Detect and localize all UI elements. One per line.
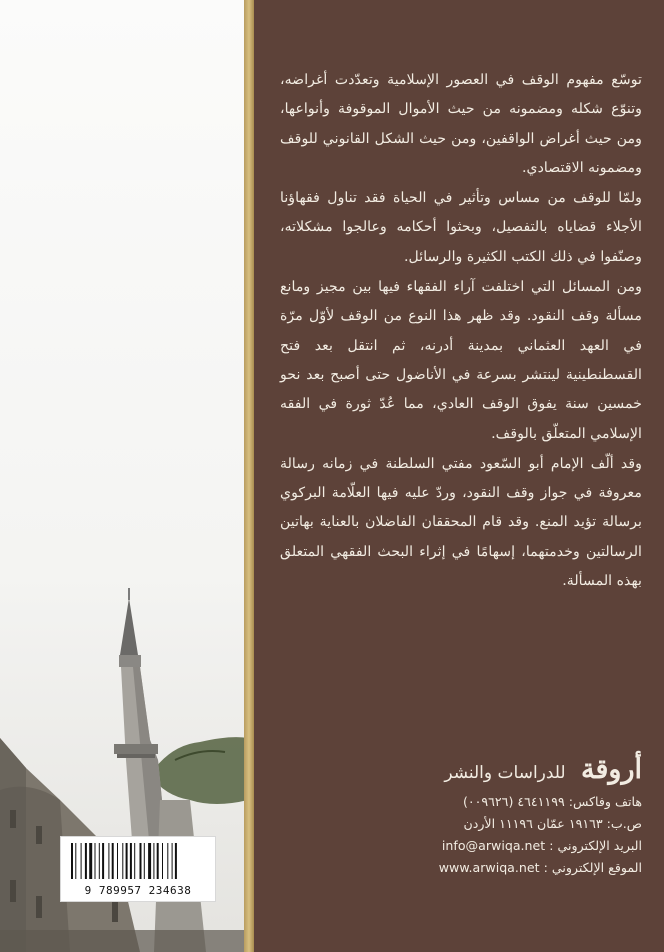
blurb-paragraph: توسّع مفهوم الوقف في العصور الإسلامية وتعدّدت أغراضه، وتنوّع شكله ومضمونه من حيث الأموال الموقوفة وأنواعها، ومن حيث أغراض الواقفين، ومن حيث الشكل القانوني للوقف ومضمونه الاقتصادي.: [280, 72, 642, 176]
barcode-stripe: [99, 843, 100, 879]
barcode-stripe: [157, 843, 159, 879]
barcode-stripe: [102, 843, 104, 879]
blurb-paragraph: ولمّا للوقف من مساس وتأثير في الحياة فقد تناول فقهاؤنا الأجلاء قضاياه بالتفصيل، وبحثوا أحكامه وعالجوا مشكلاته، وصنّفوا في ذلك الكتب الكثيرة والرسائل.: [280, 190, 642, 265]
text-panel: [254, 0, 664, 952]
gold-spine-strip: [244, 0, 254, 952]
website-link[interactable]: www.arwiqa.net: [438, 860, 540, 875]
barcode-stripe: [153, 843, 154, 879]
barcode-stripe: [108, 843, 109, 879]
barcode-stripe: [140, 843, 142, 879]
pobox-line: ص.ب: ١٩١٦٣ عمّان ١١١٩٦ الأردن: [463, 816, 642, 831]
website-label: الموقع الإلكتروني :: [543, 860, 642, 875]
barcode-stripe: [144, 843, 145, 879]
barcode-stripe: [126, 843, 128, 879]
barcode-stripe: [117, 843, 118, 879]
barcode-stripe: [85, 843, 87, 879]
publisher-logo: [384, 752, 642, 791]
barcode-stripe: [81, 843, 82, 879]
mosque-photo: [0, 0, 248, 952]
publisher-logo-name: أروقة: [581, 754, 642, 785]
barcode-stripe: [112, 843, 114, 879]
barcode-stripe: [95, 843, 96, 879]
barcode-stripe: [162, 843, 163, 879]
barcode-stripe: [175, 843, 177, 879]
isbn-barcode: [60, 836, 216, 902]
blurb-paragraph: ومن المسائل التي اختلفت آراء الفقهاء فيها بين مجيز ومانع مسألة وقف النقود. وقد ظهر هذا النوع من الوقف لأوّل مرّة في العهد العثماني بمدينة أدرنه، ثم انتقل بعد فتح القسطنطينية لينتشر بسرعة في الأناضول حتى أصبح بعد نحو خمسين سنة يفوق الوقف العادي، مما عُدّ ثورة في الفقه الإسلامي المتعلّق بالوقف.: [280, 279, 642, 442]
email-link[interactable]: info@arwiqa.net: [441, 838, 546, 853]
barcode-stripe: [167, 843, 168, 879]
barcode-stripe: [130, 843, 132, 879]
barcode-stripe: [172, 843, 173, 879]
barcode-stripe: [148, 843, 151, 879]
email-label: البريد الإلكتروني :: [549, 838, 642, 853]
blurb-text: [280, 66, 642, 597]
barcode-bars: [71, 843, 205, 879]
barcode-stripe: [134, 843, 135, 879]
barcode-stripe: [122, 843, 123, 879]
barcode-stripe: [71, 843, 73, 879]
barcode-stripe: [89, 843, 92, 879]
phone-line: هاتف وفاكس: ٤٦٤١١٩٩ (٠٠٩٦٢٦): [462, 794, 642, 809]
publisher-contact: [384, 791, 642, 879]
blurb-paragraph: وقد ألّف الإمام أبو السّعود مفتي السلطنة في زمانه رسالة معروفة في جواز وقف النقود، وردّ عليه فيها العلّامة البركوي برسالة تؤيد المنع. وقد قام المحققان الفاضلان بالعناية بهاتين الرسالتين وخدمتهما، إسهامًا في إثراء البحث الفقهي المتعلق بهذه المسألة.: [280, 455, 642, 590]
publisher-logo-tagline: للدراسات والنشر: [444, 763, 566, 783]
barcode-stripe: [75, 843, 76, 879]
minaret-illustration: [0, 0, 248, 952]
publisher-block: [384, 752, 642, 879]
barcode-number: 9 789957 234638: [84, 884, 192, 897]
website-line: [384, 857, 642, 879]
email-line: [384, 835, 642, 857]
